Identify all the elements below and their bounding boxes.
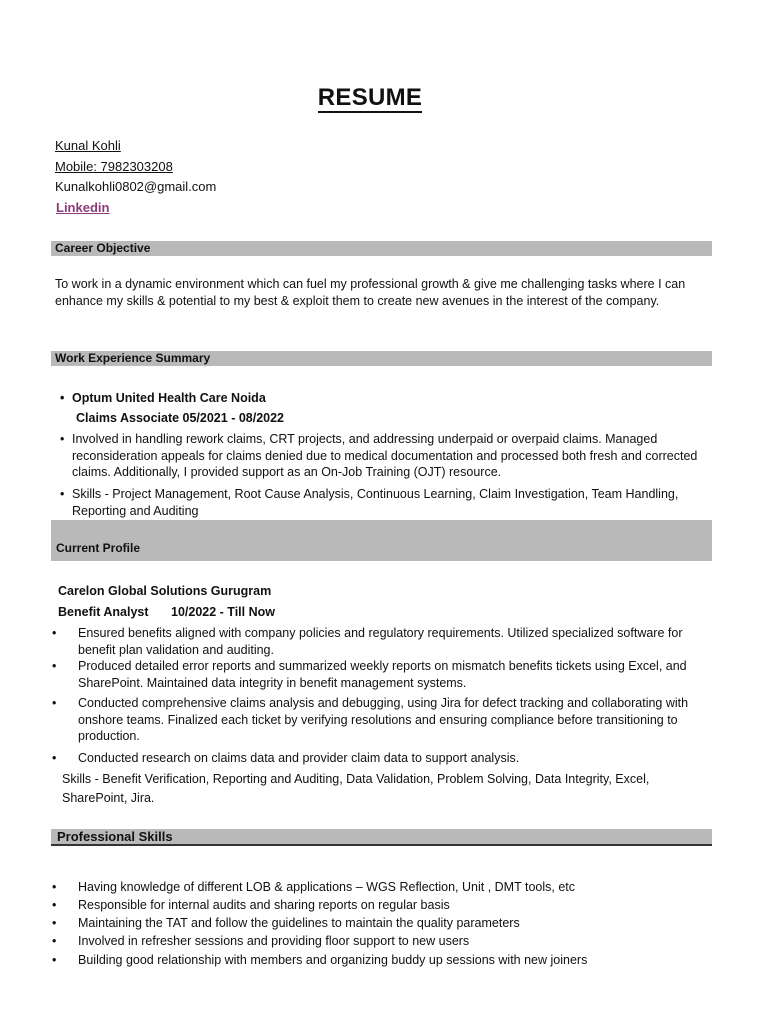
skill-bullet: • Having knowledge of different LOB & applications – WGS Reflection, Unit , DMT tools, etc [52,880,575,894]
work-company: • Optum United Health Care Noida [60,391,266,405]
bullet-icon: • [52,934,57,948]
bullet-icon: • [52,916,57,930]
current-bullet: • Conducted research on claims data and provider claim data to support analysis. [52,751,520,765]
work-role: Claims Associate 05/2021 - 08/2022 [76,411,285,425]
current-company: Carelon Global Solutions Gurugram [58,584,272,598]
bullet-icon: • [52,953,57,967]
skill-bullet: • Responsible for internal audits and sharing reports on regular basis [52,898,450,912]
bullet-icon: • [52,696,57,710]
current-skills: Skills - Benefit Verification, Reporting and Auditing, Data Validation, Problem Solving, Data Integrity, Excel, SharePoint, Jira. [62,772,650,805]
work-experience-heading: Work Experience Summary [51,351,712,366]
career-objective-text: To work in a dynamic environment which can fuel my professional growth & give me challenging tasks where I can enhance my skills & potential to my best & exploit them to create new avenues in the interest of the company. [55,277,686,308]
bullet-icon: • [52,659,57,673]
bullet-icon: • [60,487,65,501]
bullet-icon: • [52,898,57,912]
bullet-icon: • [60,391,65,405]
bullet-icon: • [52,751,57,765]
work-bullet: • Involved in handling rework claims, CRT projects, and addressing underpaid or overpaid claims. Managed reconsideration appeals for claims denied due to medical documentation and processed both fresh and corrected claims. Additionally, I provided support as an On-Job Training (OJT) resource. [60,432,698,479]
current-profile-heading: Current Profile [51,520,712,561]
current-bullet: • Ensured benefits aligned with company policies and regulatory requirements. Utilized specialized software for benefit plan validation and auditing. [52,626,683,657]
skill-bullet: • Maintaining the TAT and follow the guidelines to maintain the quality parameters [52,916,520,930]
current-bullet: • Produced detailed error reports and summarized weekly reports on mismatch benefits tickets using Excel, and SharePoint. Maintained data integrity in benefit management systems. [52,659,687,690]
mobile-number: Mobile: 7982303208 [55,159,173,174]
current-role: Benefit Analyst [58,605,149,619]
skill-bullet: • Involved in refresher sessions and providing floor support to new users [52,934,470,948]
email-address: Kunalkohli0802@gmail.com [55,179,217,194]
bullet-icon: • [60,432,65,446]
bullet-icon: • [52,626,57,640]
resume-title: RESUME [317,84,423,111]
candidate-name: Kunal Kohli [55,138,121,153]
current-bullet: • Conducted comprehensive claims analysis and debugging, using Jira for defect tracking and collaborating with onshore teams. Finalized each ticket by verifying resolutions and ensuring compliance before transitioning to production. [52,696,689,743]
career-objective-heading: Career Objective [51,241,712,256]
skill-bullet: • Building good relationship with members and organizing buddy up sessions with new joiners [52,953,588,967]
professional-skills-heading: Professional Skills [51,829,712,846]
work-bullet: • Skills - Project Management, Root Cause Analysis, Continuous Learning, Claim Investigation, Team Handling, Reporting and Auditing [60,487,679,518]
linkedin-link[interactable]: Linkedin [56,200,110,215]
bullet-icon: • [52,880,57,894]
current-dates: 10/2022 - Till Now [171,605,275,619]
